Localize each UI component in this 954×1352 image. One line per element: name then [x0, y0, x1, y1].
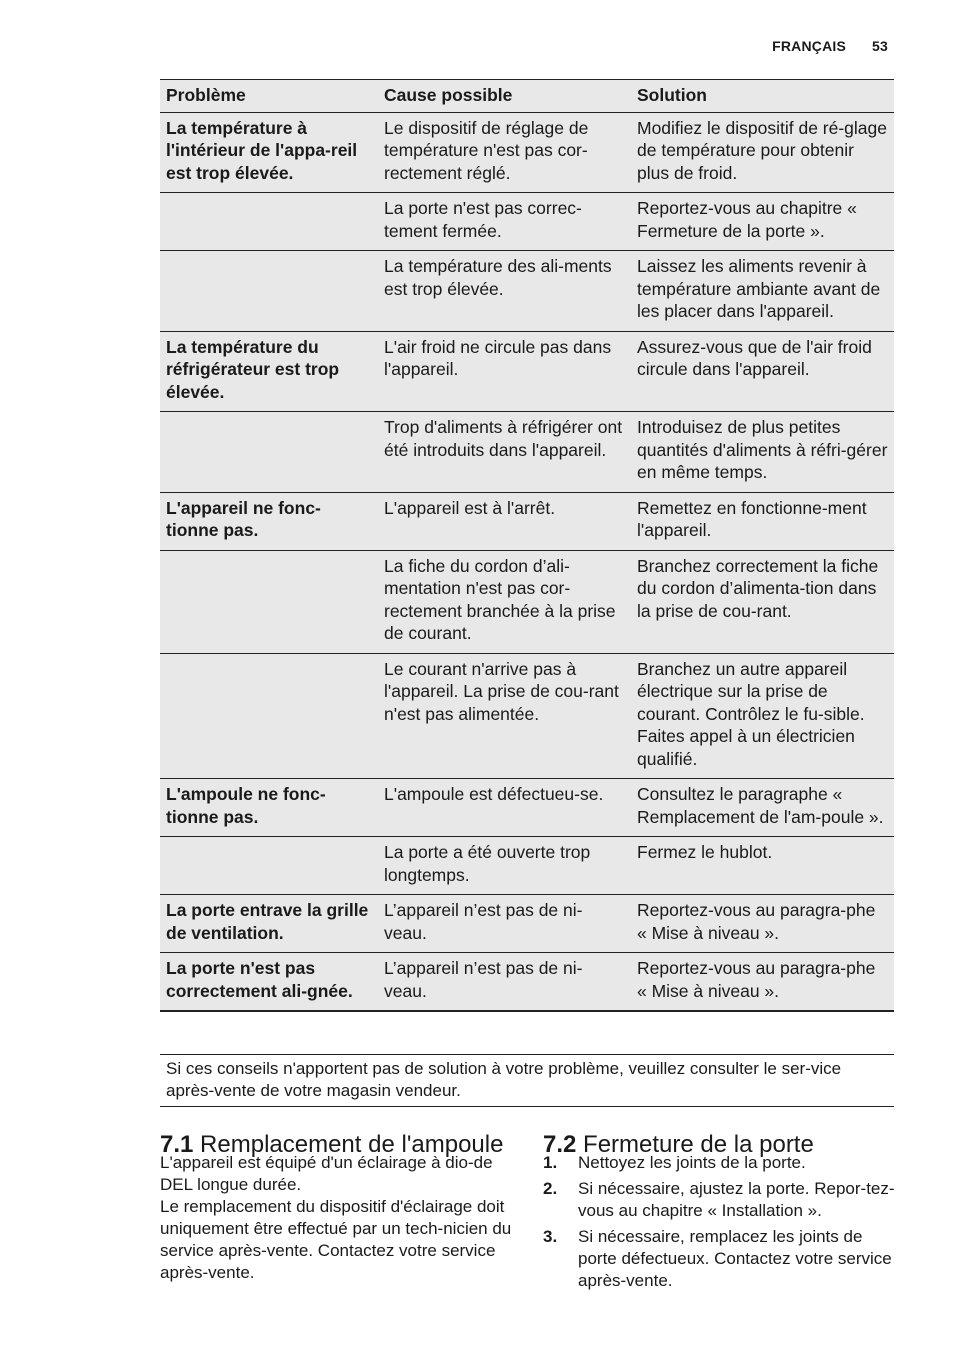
- table-row: [160, 550, 894, 653]
- solution-cell: Laissez les aliments revenir à température ambiante avant de les placer dans l'appareil.: [631, 251, 894, 332]
- problem-cell: [160, 193, 378, 251]
- problem-cell: L'appareil ne fonc-tionne pas.: [160, 492, 378, 550]
- problem-cell: [160, 653, 378, 779]
- table-row: [160, 895, 894, 953]
- table-row: [160, 412, 894, 493]
- table-row: [160, 837, 894, 895]
- problem-cell: La température à l'intérieur de l'appa-reil est trop élevée.: [160, 112, 378, 193]
- column-header-cause: Cause possible: [378, 80, 631, 113]
- solution-cell: Introduisez de plus petites quantités d'aliments à réfri-gérer en même temps.: [631, 412, 894, 493]
- table-row: [160, 112, 894, 193]
- section-title-text: Fermeture de la porte: [583, 1130, 814, 1158]
- list-item: [543, 1226, 895, 1292]
- troubleshooting-table: [160, 79, 894, 1012]
- paragraph: Le remplacement du dispositif d'éclairage doit uniquement être effectué par un tech-nicien du service après-vente. Contactez votre service après-vente.: [160, 1197, 512, 1282]
- problem-cell: [160, 412, 378, 493]
- cause-cell: Le dispositif de réglage de température n'est pas cor-rectement réglé.: [378, 112, 631, 193]
- support-note: Si ces conseils n'apportent pas de solution à votre problème, veuillez consulter le ser-vice après-vente de votre magasin vendeur.: [160, 1054, 894, 1107]
- problem-cell: La température du réfrigérateur est trop élevée.: [160, 331, 378, 412]
- list-item: [543, 1152, 895, 1174]
- solution-cell: Reportez-vous au paragra-phe « Mise à niveau ».: [631, 953, 894, 1012]
- solution-cell: Reportez-vous au paragra-phe « Mise à niveau ».: [631, 895, 894, 953]
- problem-cell: L'ampoule ne fonc-tionne pas.: [160, 779, 378, 837]
- solution-cell: Remettez en fonctionne-ment l'appareil.: [631, 492, 894, 550]
- table-row: [160, 193, 894, 251]
- problem-cell: [160, 251, 378, 332]
- page-header: [772, 38, 888, 54]
- cause-cell: La porte n'est pas correc-tement fermée.: [378, 193, 631, 251]
- solution-cell: Modifiez le dispositif de ré-glage de température pour obtenir plus de froid.: [631, 112, 894, 193]
- cause-cell: L'air froid ne circule pas dans l'appareil.: [378, 331, 631, 412]
- step-text: Nettoyez les joints de la porte.: [578, 1153, 806, 1172]
- column-header-solution: Solution: [631, 80, 894, 113]
- table-row: [160, 251, 894, 332]
- cause-cell: L’appareil n’est pas de ni-veau.: [378, 895, 631, 953]
- table-row: [160, 779, 894, 837]
- cause-cell: La fiche du cordon d’ali-mentation n'est pas cor-rectement branchée à la prise de courant.: [378, 550, 631, 653]
- cause-cell: L'appareil est à l'arrêt.: [378, 492, 631, 550]
- problem-cell: [160, 550, 378, 653]
- step-text: Si nécessaire, remplacez les joints de porte défectueux. Contactez votre service après-vente.: [578, 1227, 892, 1290]
- section-number: 7.2: [543, 1130, 577, 1158]
- step-text: Si nécessaire, ajustez la porte. Repor-tez-vous au chapitre « Installation ».: [578, 1179, 895, 1220]
- table-row: [160, 653, 894, 779]
- cause-cell: L’appareil n’est pas de ni-veau.: [378, 953, 631, 1012]
- cause-cell: L'ampoule est défectueu-se.: [378, 779, 631, 837]
- solution-cell: Branchez un autre appareil électrique sur la prise de courant. Contrôlez le fu-sible. Faites appel à un électricien qualifié.: [631, 653, 894, 779]
- problem-cell: La porte n'est pas correctement ali-gnée.: [160, 953, 378, 1012]
- page-number: 53: [872, 38, 888, 54]
- cause-cell: La porte a été ouverte trop longtemps.: [378, 837, 631, 895]
- table-row: [160, 492, 894, 550]
- section-title-text: Remplacement de l'ampoule: [200, 1130, 504, 1158]
- step-number: 2.: [543, 1179, 558, 1198]
- section-number: 7.1: [160, 1130, 194, 1158]
- door-closing-steps: [543, 1152, 895, 1296]
- list-item: [543, 1178, 895, 1222]
- solution-cell: Assurez-vous que de l'air froid circule dans l'appareil.: [631, 331, 894, 412]
- paragraph: L'appareil est équipé d'un éclairage à dio-de DEL longue durée.: [160, 1153, 493, 1194]
- problem-cell: [160, 837, 378, 895]
- solution-cell: Reportez-vous au chapitre « Fermeture de la porte ».: [631, 193, 894, 251]
- language-label: FRANÇAIS: [772, 38, 847, 54]
- table-row: [160, 953, 894, 1012]
- table-header-row: [160, 80, 894, 113]
- solution-cell: Fermez le hublot.: [631, 837, 894, 895]
- solution-cell: Consultez le paragraphe « Remplacement de l'am-poule ».: [631, 779, 894, 837]
- table-row: [160, 331, 894, 412]
- cause-cell: La température des ali-ments est trop élevée.: [378, 251, 631, 332]
- column-header-problem: Problème: [160, 80, 378, 113]
- cause-cell: Trop d'aliments à réfrigérer ont été introduits dans l'appareil.: [378, 412, 631, 493]
- cause-cell: Le courant n'arrive pas à l'appareil. La prise de cou-rant n'est pas alimentée.: [378, 653, 631, 779]
- step-number: 1.: [543, 1153, 558, 1172]
- lamp-replacement-text: [160, 1152, 520, 1284]
- solution-cell: Branchez correctement la fiche du cordon d’alimenta-tion dans la prise de cou-rant.: [631, 550, 894, 653]
- step-number: 3.: [543, 1227, 558, 1246]
- problem-cell: La porte entrave la grille de ventilation.: [160, 895, 378, 953]
